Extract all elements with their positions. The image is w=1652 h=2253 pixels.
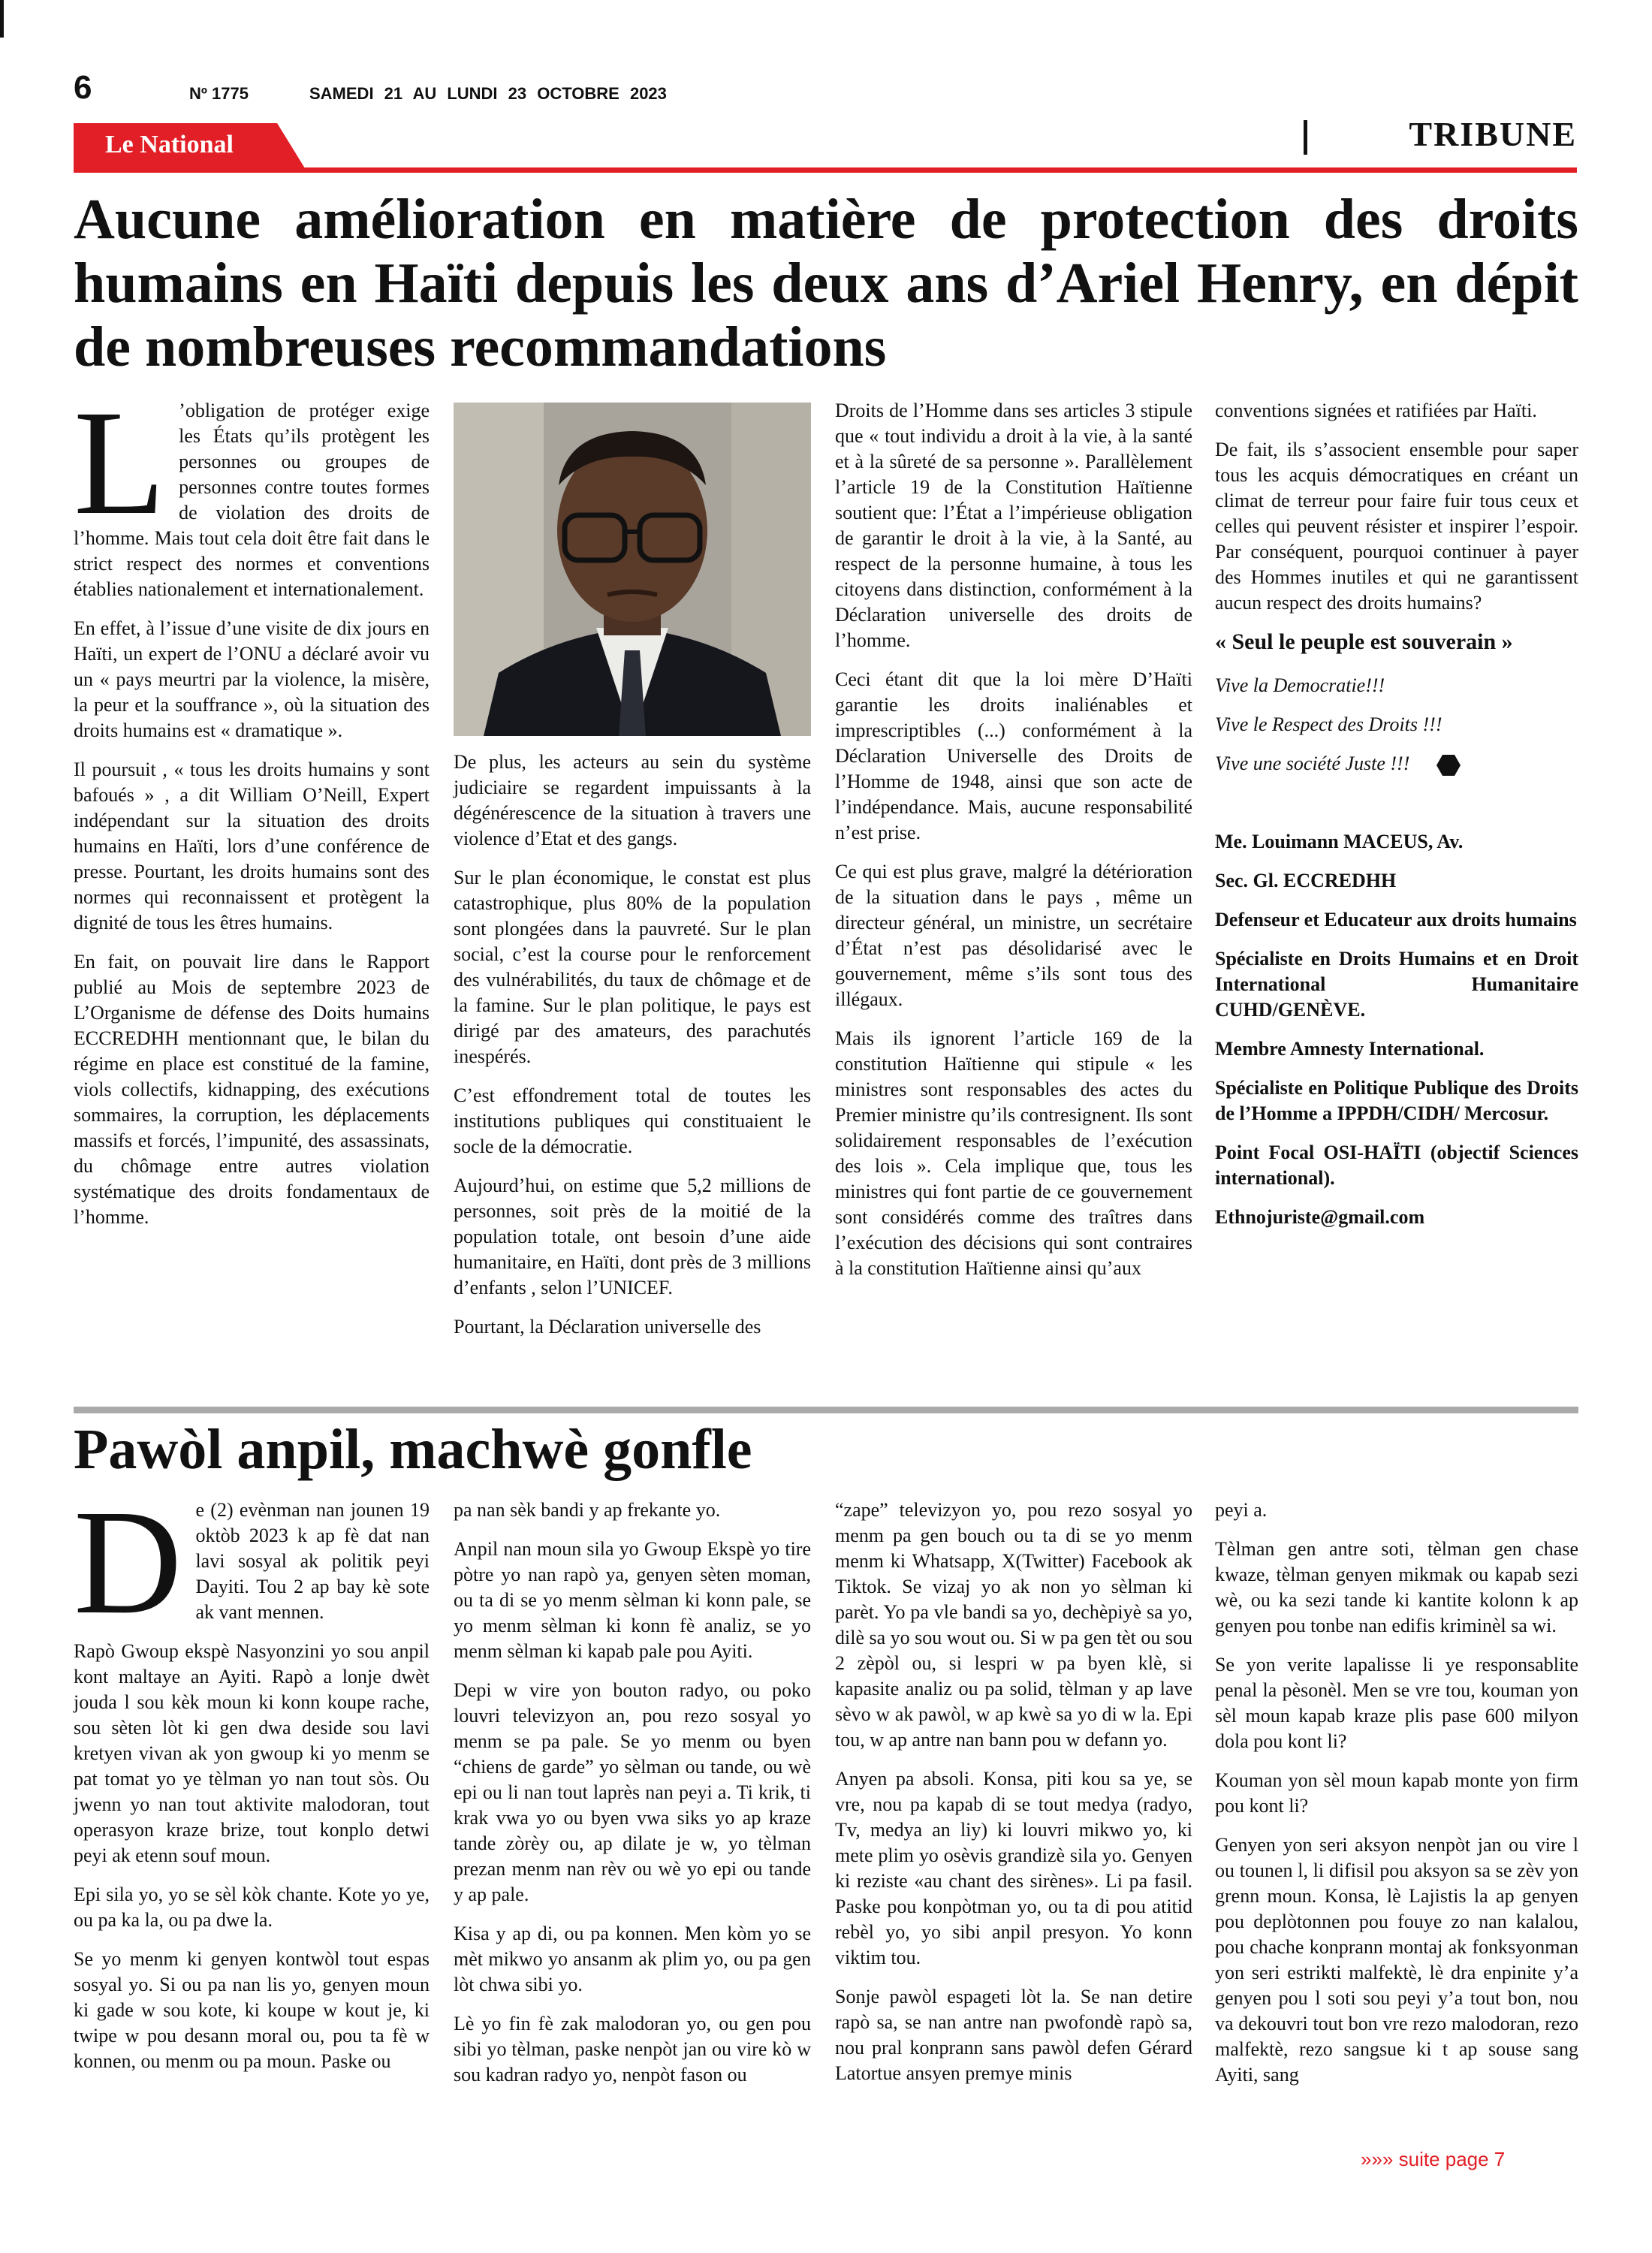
page-number-divider [0, 0, 4, 38]
signature-name: Me. Louimann MACEUS, Av. [1215, 831, 1464, 853]
section-title: TRIBUNE [1409, 115, 1577, 153]
signature-line: Membre Amnesty International. [1215, 1038, 1485, 1060]
article1-paragraph: Pourtant, la Déclaration universelle des [454, 1316, 761, 1338]
article1-paragraph: En fait, on pouvait lire dans le Rapport publié au Mois de septembre 2023 de L’Organisme de défense des Doits humains ECCREDHH mentionnant que, le bilan du régime en place est constitué de la famine, viols collectifs, kidnapping, des exécutions sommaires, la corruption, les déplacements massifs et forcés, l’impunité, des assassinats, du chômage entre autres violation systématique des droits fondamentaux de l’homme. [74, 951, 430, 1228]
section-divider [1304, 120, 1307, 155]
article1-paragraph: De fait, ils s’associent ensemble pour saper tous les acquis démocratiques en créant un climat de terreur pour faire fuir tous ceux et celles qui peuvent résister et inspirer l’espoir. Par conséquent, pourquoi continuer à payer des Hommes inutiles et qui ne garantissent aucun respect des droits humains? [1215, 439, 1578, 614]
article2-paragraph: Sonje pawòl espageti lòt la. Se nan detire rapò sa, se nan antre nan pwofondè rapò sa, nou pral konprann sans pawòl defen Gérard Latortue ansyen premye minis [835, 1986, 1192, 2084]
article2-headline: Pawòl anpil, machwè gonfle [74, 1418, 752, 1481]
article1-paragraph: Aujourd’hui, on estime que 5,2 millions de personnes, soit près de la moitié de la population totale, ont besoin d’une aide humanitaire, en Haïti, dont près de 3 millions d’enfants , selon l’UNICEF. [454, 1175, 811, 1298]
article2-paragraph: peyi a. [1215, 1499, 1268, 1521]
article1-paragraph: Ceci étant dit que la loi mère D’Haïti garantie les droits inaliénables et imprescriptibles (...) conformément à la Déclaration Universelle des Droits de l’Homme de 1948, ainsi que son acte de l’indépendance. Mais, aucune responsabilité n’est prise. [835, 668, 1192, 843]
article1-paragraph: Il poursuit , « tous les droits humains y sont bafoués » , a dit William O’Neill, Expert indépendant sur la situation des droits humains en Haïti, lors d’une conférence de presse. Pourtant, les droits humains sont des normes qui reconnaissent et protègent la dignité de tous les êtres humains. [74, 759, 430, 933]
article2-column-2 [454, 1497, 811, 2101]
article1-paragraph: C’est effondrement total de toutes les institutions publiques qui constituaient le socle de la démocratie. [454, 1084, 811, 1157]
hexagon-icon [1436, 754, 1461, 777]
page-number: 6 [74, 69, 92, 106]
article2-paragraph: Epi sila yo, yo se sèl kòk chante. Kote yo ye, ou pa ka la, ou pa dwe la. [74, 1884, 430, 1931]
article1-paragraph: Ce qui est plus grave, malgré la détérioration de la situation dans le pays , même un directeur général, un ministre, un secrétaire d’État n’est pas désolidarisé avec le gouvernement, même s’ils sont tous des illégaux. [835, 861, 1192, 1010]
article1-column-2 [454, 749, 811, 1353]
article1-column-4 [1215, 398, 1578, 1244]
article1-paragraph: L ’obligation de protéger exige les États qu’ils protègent les personnes ou groupes de personnes contre toutes formes de violation des droits de l’homme. Mais tout cela doit être fait dans le strict respect des normes et conventions établies nationalement et internationalement. [74, 380, 430, 600]
article2-paragraph: De (2) evènman nan jounen 19 oktòb 2023 k ap fè dat nan lavi sosyal ak politik peyi Dayiti. Tou 2 ap bay kè sote ak vant mennen. [74, 1479, 430, 1645]
signature-line: Spécialiste en Politique Publique des Droits de l’Homme a IPPDH/CIDH/ Mercosur. [1215, 1077, 1578, 1125]
article1-headline: Aucune amélioration en matière de protection des droits humains en Haïti depuis les deux ans d’Ariel Henry, en dépit de nombreuses recommandations [74, 188, 1578, 379]
article1-paragraph: En effet, à l’issue d’une visite de dix jours en Haïti, un expert de l’ONU a déclaré avoir vu un « pays meurtri par la violence, la misère, la peur et la souffrance », où la situation des droits humains est « dramatique ». [74, 617, 430, 741]
article2-paragraph: pa nan sèk bandi y ap frekante yo. [454, 1499, 721, 1521]
article2-paragraph: Anyen pa absoli. Konsa, piti kou sa ye, se vre, nou pa kapab di se tout medya (radyo, Tv, medya an liy) ki louvri mikwo yo, ki mete plim yo osèvis grandizè sila yo. Genyen ki reziste «au chant des sirènes». Li pa fasil. Paske pou konpòtman yo, ou ta di pou atitid rebèl yo, yo sibi anpil presyon. Yo konn viktim tou. [835, 1768, 1192, 1968]
signature-line: Defenseur et Educateur aux droits humains [1215, 909, 1577, 931]
article2-paragraph: Se yon verite lapalisse li ye responsablite penal la pèsonèl. Men se vre tou, kouman yon sèl moun kapab kraze plis pase 600 milyon dola pou kont li? [1215, 1654, 1578, 1752]
article1-paragraph: De plus, les acteurs au sein du système judiciaire se regardent impuissants à la dégénérescence de la situation à travers une violence d’Etat et des gangs. [454, 751, 811, 849]
pull-quote: « Seul le peuple est souverain » [1215, 629, 1513, 654]
article1-column-1 [74, 380, 430, 1244]
article2-column-4 [1215, 1497, 1578, 2101]
article2-paragraph: Tèlman gen antre soti, tèlman gen chase kwaze, tèlman genyen mikmak ou kapab sezi wè, ou ka sezi tande ki kantite kolonn k ap genyen pou tonbe nan edifis kriminèl sa wi. [1215, 1538, 1578, 1636]
author-photo [454, 403, 811, 736]
article2-paragraph: Rapò Gwoup ekspè Nasyonzini yo sou anpil kont maltaye an Ayiti. Rapò a lonje dwèt jouda l sou kèk moun ki konn koupe rache, sou sèten lòt ki gen dwa deside sou lavi kretyen vivan ak yon gwoup ki yo menm se pat tomat yo ye tèlman yo nan tout sòs. Ou jwenn yo nan tout aktivite malodoran, tout operasyon kraze brize, tout konplo detwi peyi ak etenn souf moun. [74, 1640, 430, 1866]
header-rule [74, 167, 1577, 173]
dropcap: D [74, 1479, 182, 1645]
signature-line: Sec. Gl. ECCREDHH [1215, 870, 1397, 892]
continued-on-link[interactable]: »»» suite page 7 [1361, 2148, 1506, 2170]
article2-paragraph: “zape” televizyon yo, pou rezo sosyal yo menm pa gen bouch ou ta di se yo menm menm ki Whatsapp, X(Twitter) Facebook ak Tiktok. Se vizaj yo ak non yo sèlman ki parèt. Yo pa vle bandi sa yo, dechèpiyè sa yo, dilè sa yo sou wout ou. Si w pa gen tèt ou sou 2 zèpòl ou, si lespri w pa byen klè, si kapasite analiz ou pa solid, tèlman y ap lave sèvo w ak pawòl, w ap kwè sa yo di w la. Epi tou, w ap antre nan bann pou w defann yo. [835, 1499, 1192, 1751]
article2-paragraph: Kouman yon sèl moun kapab monte yon firm pou kont li? [1215, 1769, 1578, 1817]
article2-paragraph: Anpil nan moun sila yo Gwoup Ekspè yo tire pòtre yo nan rapò ya, genyen sèten moman, ou ta di se yo menm sèlman ki konn pale, se yo menm sèlman ki konn fè analiz, se yo menm sèlman ki kapab pale pou Ayiti. [454, 1538, 811, 1662]
signature-line: Point Focal OSI-HAÏTI (objectif Sciences international). [1215, 1142, 1578, 1190]
slogan: Vive le Respect des Droits !!! [1215, 713, 1442, 735]
author-email: Ethnojuriste@gmail.com [1215, 1206, 1425, 1229]
article2-paragraph: Depi w vire yon bouton radyo, ou poko louvri televizyon an, pou rezo sosyal yo menm se pa pale. Se yo menm ou byen “chiens de garde” yo sèlman ou tande, ou wè epi ou li nan tout laprès nan peyi a. Ti krik, ti krak vwa yo ou byen vwa siks yo ap kraze tande zòrèy ou, ap dilate je w, yo tèlman prezan menm nan rèv ou wè yo epi ou tande y ap pale. [454, 1679, 811, 1905]
article1-paragraph: Sur le plan économique, le constat est plus catastrophique, plus 80% de la population sont plongées dans la pauvreté. Sur le plan social, c’est la course pour le renforcement des vulnérabilités, du taux de chômage et de la famine. Sur le plan politique, le pays est dirigé par des amateurs, des parachutés inespérés. [454, 867, 811, 1067]
masthead-label: Le National [105, 131, 234, 158]
slogan: Vive une société Juste !!! [1215, 751, 1578, 777]
article2-column-3 [835, 1497, 1192, 2100]
article1-paragraph: Mais ils ignorent l’article 169 de la constitution Haïtienne qui stipule « les ministres sont responsables des actes du Premier ministre qu’ils contresignent. Ils sont solidairement responsables de l’exécution des lois ». Cela implique que, tous les ministres qui font partie de ce gouvernement sont considérés comme des traîtres dans l’exécution des décisions qui sont contraires à la constitution Haïtienne ainsi qu’aux [835, 1027, 1192, 1279]
slogan: Vive la Democratie!!! [1215, 674, 1385, 696]
article2-paragraph: Lè yo fin fè zak malodoran yo, ou gen pou sibi yo tèlman, paske nenpòt jan ou vire kò w sou kadran radyo yo, nenpòt fason ou [454, 2013, 811, 2086]
article1-paragraph: conventions signées et ratifiées par Haïti. [1215, 400, 1537, 421]
article1-paragraph: Droits de l’Homme dans ses articles 3 stipule que « tout individu a droit à la vie, à la santé et à la sûreté de sa personne ». Parallèlement l’article 19 de la Constitution Haïtienne soutient que: l’État a l’impérieuse obligation de garantir le droit à la vie, à la Santé, au respect de la personne humaine, à tous les citoyens dans distinction, conformément à la Déclaration universelle des droits de l’homme. [835, 400, 1192, 651]
article2-paragraph: Genyen yon seri aksyon nenpòt jan ou vire l ou tounen l, li difisil pou aksyon sa se zèv yon grenn moun. Konsa, lè Lajistis la ap genyen pou deplòtonnen pou fouye zo nan kalalou, pou chache konprann montaj ak fonksyonman yon seri estrikti malfektè, lè dra enpinite y’a genyen pou l soti sou peyi y’a tout bon, nou va dekouvri tout bon vre rezo malodoran, rezo malfektè, rezo sangsue ki t ap souse sang Ayiti, sang [1215, 1834, 1578, 2086]
signature-line: Spécialiste en Droits Humains et en Droit International Humanitaire CUHD/GENÈVE. [1215, 948, 1578, 1021]
article2-column-1 [74, 1479, 430, 2088]
article2-paragraph: Kisa y ap di, ou pa konnen. Men kòm yo se mèt mikwo yo ansanm ak plim yo, ou pa gen lòt chwa sibi yo. [454, 1923, 811, 1995]
issue-number: Nº 1775 [189, 84, 249, 103]
issue-date: SAMEDI 21 AU LUNDI 23 OCTOBRE 2023 [309, 84, 667, 103]
article2-paragraph: Se yo menm ki genyen kontwòl tout espas sosyal yo. Si ou pa nan lis yo, genyen moun ki gade w sou kote, ki koupe w kout je, ki twipe w pou desann moral ou, pou ta fè w konnen, ou menm ou pa moun. Paske ou [74, 1948, 430, 2072]
article1-column-3 [835, 398, 1192, 1295]
dropcap: L [74, 380, 166, 546]
